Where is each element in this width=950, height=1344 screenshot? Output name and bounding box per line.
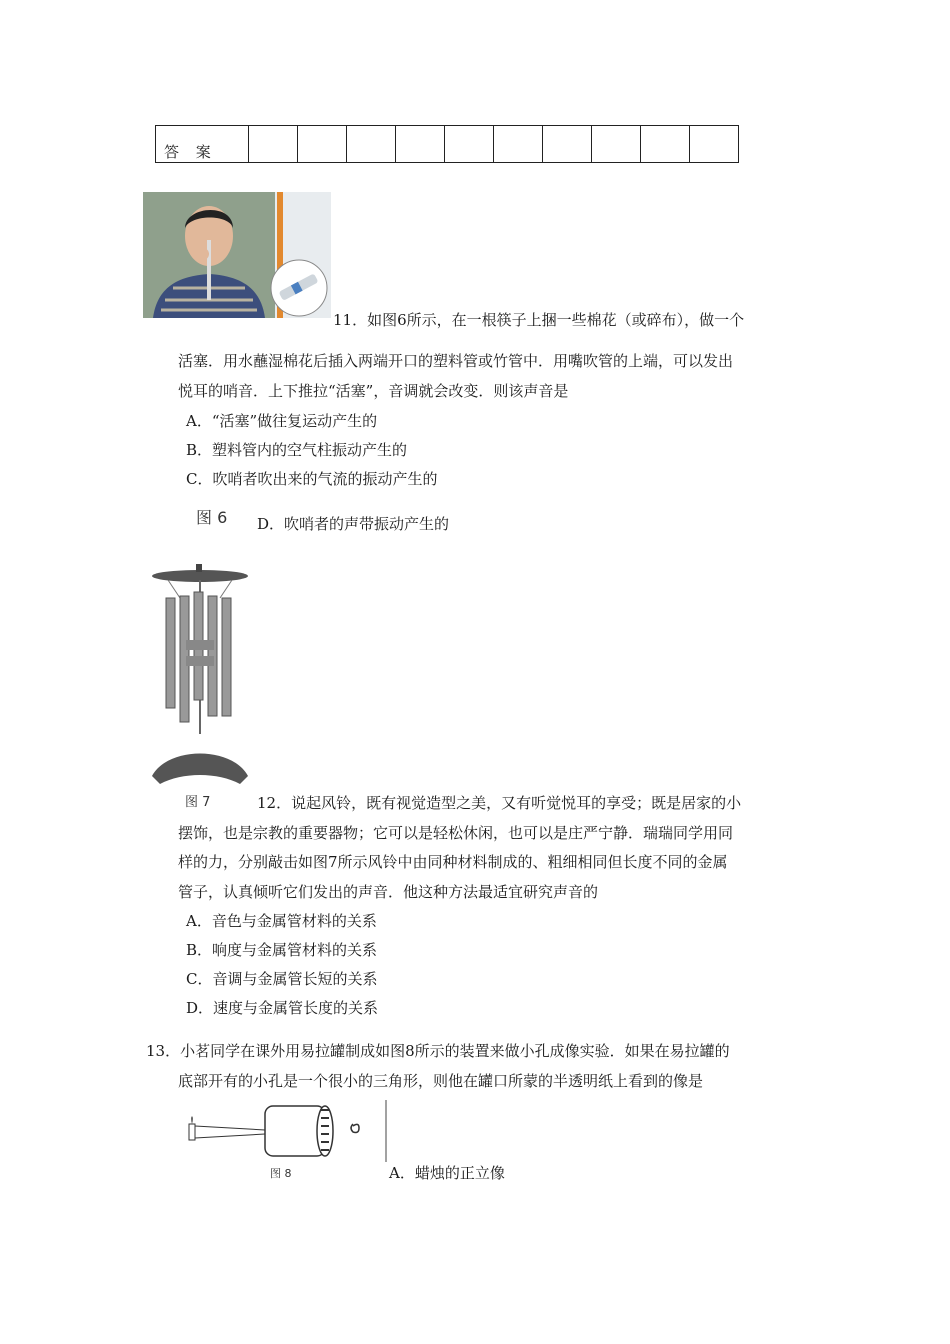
- q12-line-1: 12．说起风铃，既有视觉造型之美，又有听觉悦耳的享受；既是居家的小: [257, 794, 742, 812]
- q11-option-a[interactable]: A．“活塞”做往复运动产生的: [186, 412, 378, 430]
- q11-line-2: 活塞．用水蘸湿棉花后插入两端开口的塑料管或竹管中．用嘴吹管的上端，可以发出: [178, 352, 734, 370]
- q12-option-d[interactable]: D．速度与金属管长度的关系: [186, 999, 379, 1017]
- figure-6-photo: [143, 192, 331, 318]
- answer-cell[interactable]: [396, 126, 445, 163]
- q11-option-c[interactable]: C．吹哨者吹出来的气流的振动产生的: [186, 470, 438, 488]
- q11-option-d[interactable]: D．吹哨者的声带振动产生的: [257, 515, 450, 533]
- q11-line-3: 悦耳的哨音．上下推拉“活塞”，音调就会改变．则该声音是: [178, 382, 569, 400]
- q12-option-b[interactable]: B．响度与金属管材料的关系: [186, 941, 378, 959]
- figure-6-caption: 图 6: [196, 508, 228, 527]
- answer-label: 答 案: [156, 126, 249, 163]
- answer-table: [155, 125, 739, 163]
- answer-cell[interactable]: [592, 126, 641, 163]
- answer-cell[interactable]: [445, 126, 494, 163]
- q11-option-b[interactable]: B．塑料管内的空气柱振动产生的: [186, 441, 408, 459]
- answer-cell[interactable]: [543, 126, 592, 163]
- answer-cell[interactable]: [641, 126, 690, 163]
- q12-line-2: 摆饰，也是宗教的重要器物；它可以是轻松休闲，也可以是庄严宁静．瑞瑞同学用同: [178, 824, 734, 842]
- q12-option-a[interactable]: A．音色与金属管材料的关系: [186, 912, 377, 930]
- figure-8-pinhole-can: [183, 1100, 388, 1162]
- q13-line-2: 底部开有的小孔是一个很小的三角形，则他在罐口所蒙的半透明纸上看到的像是: [178, 1072, 704, 1090]
- answer-cell[interactable]: [249, 126, 298, 163]
- answer-cell[interactable]: [347, 126, 396, 163]
- figure-7-windchime: [148, 562, 252, 790]
- q13-option-a[interactable]: A．蜡烛的正立像: [389, 1164, 505, 1182]
- q12-option-c[interactable]: C．音调与金属管长短的关系: [186, 970, 378, 988]
- q12-line-4: 管子，认真倾听它们发出的声音．他这种方法最适宜研究声音的: [178, 883, 599, 901]
- q12-line-3: 样的力，分别敲击如图7所示风铃中由同种材料制成的、粗细相同但长度不同的金属: [178, 853, 728, 871]
- answer-cell[interactable]: [494, 126, 543, 163]
- q13-line-1: 13．小茗同学在课外用易拉罐制成如图8所示的装置来做小孔成像实验．如果在易拉罐的: [146, 1042, 730, 1060]
- answer-cell[interactable]: [298, 126, 347, 163]
- figure-8-caption: 图 8: [270, 1167, 292, 1180]
- figure-7-caption: 图 7: [185, 795, 211, 810]
- answer-cell[interactable]: [690, 126, 739, 163]
- q11-line-1: 11．如图6所示，在一根筷子上捆一些棉花（或碎布），做一个: [333, 311, 745, 329]
